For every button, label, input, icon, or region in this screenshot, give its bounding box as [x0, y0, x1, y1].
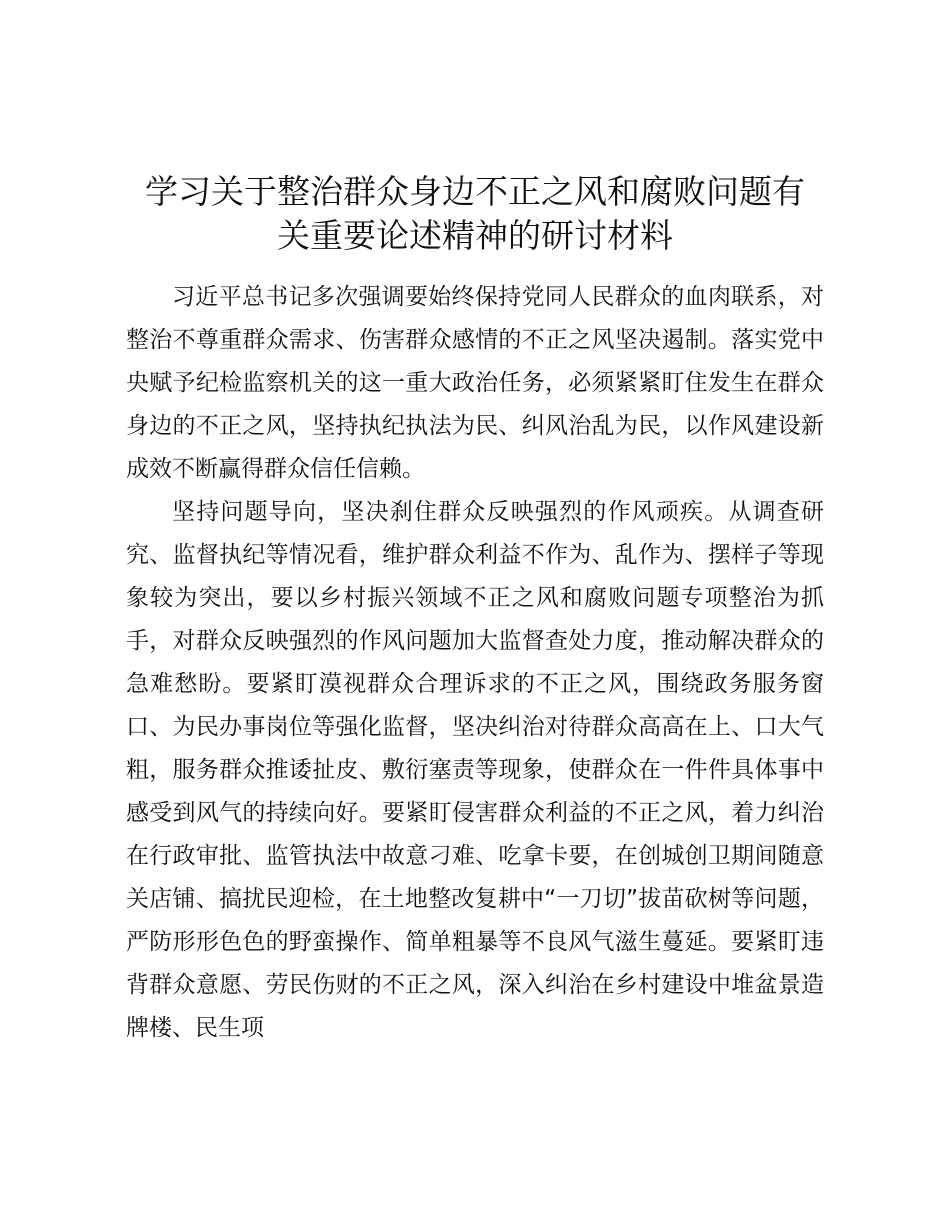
- title-line-1: 学习关于整治群众身边不正之风和腐败问题有: [145, 172, 805, 211]
- document-body: [126, 276, 824, 1050]
- paragraph-2: 坚持问题导向，坚决刹住群众反映强烈的作风顽疾。从调查研究、监督执纪等情况看，维护群众利益不作为、乱作为、摆样子等现象较为突出，要以乡村振兴领域不正之风和腐败问题专项整治为抓手，对群众反映强烈的作风问题加大监督查处力度，推动解决群众的急难愁盼。要紧盯漠视群众合理诉求的不正之风，围绕政务服务窗口、为民办事岗位等强化监督，坚决纠治对待群众高高在上、口大气粗，服务群众推诿扯皮、敷衍塞责等现象，使群众在一件件具体事中感受到风气的持续向好。要紧盯侵害群众利益的不正之风，着力纠治在行政审批、监管执法中故意刁难、吃拿卡要，在创城创卫期间随意关店铺、搞扰民迎检，在土地整改复耕中“一刀切”拔苗砍树等问题，严防形形色色的野蛮操作、简单粗暴等不良风气滋生蔓延。要紧盯违背群众意愿、劳民伤财的不正之风，深入纠治在乡村建设中堆盆景造牌楼、民生项: [126, 499, 824, 1041]
- document-title: [126, 170, 824, 258]
- paragraph-1: 习近平总书记多次强调要始终保持党同人民群众的血肉联系，对整治不尊重群众需求、伤害群众感情的不正之风坚决遏制。落实党中央赋予纪检监察机关的这一重大政治任务，必须紧紧盯住发生在群众身边的不正之风，坚持执纪执法为民、纠风治乱为民，以作风建设新成效不断赢得群众信任信赖。: [126, 284, 824, 482]
- title-line-2: 关重要论述精神的研讨材料: [277, 216, 673, 255]
